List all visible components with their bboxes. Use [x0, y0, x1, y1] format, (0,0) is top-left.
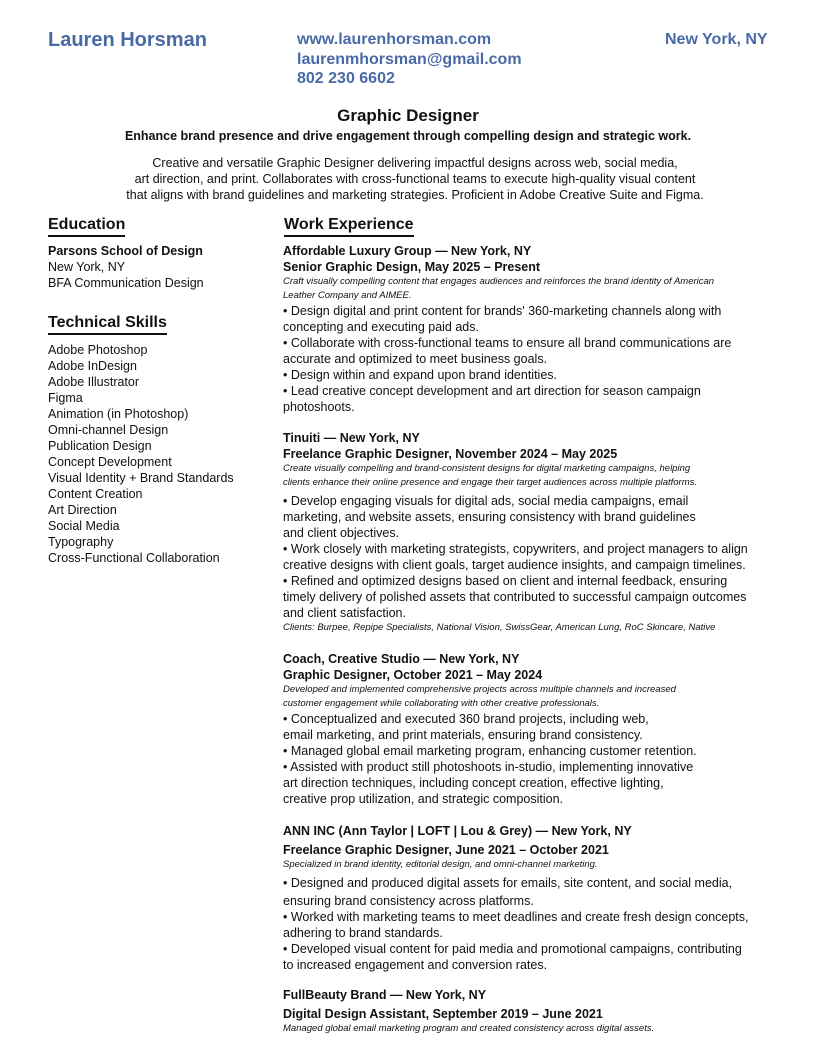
job-bullet-line: adhering to brand standards.: [283, 926, 443, 940]
job-description: Managed global email marketing program and created consistency across digital assets.: [283, 1023, 655, 1034]
job-entry: [283, 987, 793, 1036]
education-heading: Education: [48, 216, 125, 237]
job-description: Craft visually compelling content that engages audiences and reinforces the brand identity of American: [283, 276, 715, 287]
skill-item: Social Media: [48, 519, 120, 533]
job-role: Freelance Graphic Designer, June 2021 – October 2021: [283, 843, 609, 857]
summary-line: art direction, and print. Collaborates with cross-functional teams to execute high-quality visual content: [134, 172, 696, 186]
tagline: Enhance brand presence and drive engagement through compelling design and strategic work.: [124, 129, 692, 143]
job-title: Graphic Designer: [337, 106, 479, 125]
job-company: Affordable Luxury Group — New York, NY: [283, 244, 532, 258]
job-entry: [283, 243, 793, 415]
job-company: ANN INC (Ann Taylor | LOFT | Lou & Grey) — New York, NY: [283, 824, 632, 838]
job-entry: [283, 823, 793, 973]
contact-block: [297, 30, 522, 89]
job-bullet-line: • Work closely with marketing strategists, copywriters, and project managers to align: [283, 542, 748, 556]
job-company: Coach, Creative Studio — New York, NY: [283, 652, 520, 666]
job-bullet-line: • Assisted with product still photoshoots in-studio, implementing innovative: [283, 760, 694, 774]
website-link[interactable]: www.laurenhorsman.com: [297, 31, 492, 48]
skills-heading: Technical Skills: [48, 314, 167, 335]
skill-item: Adobe Illustrator: [48, 375, 140, 389]
job-description: Create visually compelling and brand-consistent designs for digital marketing campaigns, helping: [283, 463, 691, 474]
job-bullet-line: ensuring brand consistency across platforms.: [283, 894, 534, 908]
phone-number: 802 230 6602: [297, 70, 395, 87]
job-bullet-line: and client satisfaction.: [283, 606, 406, 620]
skill-item: Typography: [48, 535, 114, 549]
job-bullet-line: • Conceptualized and executed 360 brand projects, including web,: [283, 712, 649, 726]
job-bullet-line: concepting and executing paid ads.: [283, 320, 479, 334]
skill-item: Figma: [48, 391, 83, 405]
job-entry: [283, 651, 793, 807]
job-description: clients enhance their online presence and engage their target audiences across multiple platforms.: [283, 477, 698, 488]
skill-item: Adobe InDesign: [48, 359, 137, 373]
skill-item: Omni-channel Design: [48, 423, 169, 437]
job-bullet-line: timely delivery of polished assets that contributed to successful campaign outcomes: [283, 590, 747, 604]
job-bullet-line: email marketing, and print materials, ensuring brand consistency.: [283, 728, 643, 742]
skill-item: Visual Identity + Brand Standards: [48, 471, 234, 485]
job-bullet-line: and client objectives.: [283, 526, 400, 540]
job-company: Tinuiti — New York, NY: [283, 431, 420, 445]
job-bullet-line: • Design digital and print content for brands' 360-marketing channels along with: [283, 304, 722, 318]
job-bullet-line: • Worked with marketing teams to meet deadlines and create fresh design concepts,: [283, 910, 749, 924]
summary-line: that aligns with brand guidelines and marketing strategies. Proficient in Adobe Creative Suite and Figma.: [126, 188, 704, 202]
job-bullet-line: • Designed and produced digital assets for emails, site content, and social media,: [283, 876, 733, 890]
email-link[interactable]: laurenmhorsman@gmail.com: [297, 50, 522, 68]
job-bullet-line: • Develop engaging visuals for digital ads, social media campaigns, email: [283, 494, 689, 508]
skills-list: [48, 342, 234, 566]
candidate-name: Lauren Horsman: [48, 29, 207, 51]
job-bullet-line: art direction techniques, including concept creation, effective lighting,: [283, 776, 664, 790]
job-bullet-line: • Design within and expand upon brand identities.: [283, 368, 558, 382]
job-description: Specialized in brand identity, editorial design, and omni-channel marketing.: [283, 859, 598, 870]
job-bullet-line: accurate and optimized to meet business goals.: [283, 352, 548, 366]
job-bullet-line: • Developed visual content for paid media and promotional campaigns, contributing: [283, 942, 742, 956]
skill-item: Art Direction: [48, 503, 117, 517]
job-bullet-line: marketing, and website assets, ensuring consistency with brand guidelines: [283, 510, 696, 524]
summary: [90, 155, 740, 203]
job-role: Senior Graphic Design, May 2025 – Present: [283, 260, 541, 274]
job-role: Graphic Designer, October 2021 – May 2024: [283, 668, 543, 682]
skill-item: Adobe Photoshop: [48, 343, 148, 357]
job-entry: [283, 430, 793, 635]
skill-item: Cross-Functional Collaboration: [48, 551, 220, 565]
skill-item: Concept Development: [48, 455, 172, 469]
skill-item: Content Creation: [48, 487, 143, 501]
school-name: Parsons School of Design: [48, 244, 203, 258]
job-bullet-line: • Refined and optimized designs based on client and internal feedback, ensuring: [283, 574, 728, 588]
job-bullet-line: • Managed global email marketing program, enhancing customer retention.: [283, 744, 697, 758]
education-block: [48, 243, 204, 291]
skill-item: Animation (in Photoshop): [48, 407, 189, 421]
job-bullet-line: photoshoots.: [283, 400, 355, 414]
job-role: Digital Design Assistant, September 2019 – June 2021: [283, 1007, 603, 1021]
job-description: customer engagement while collaborating with other creative professionals.: [283, 698, 600, 709]
job-bullet-line: to increased engagement and conversion rates.: [283, 958, 548, 972]
school-location: New York, NY: [48, 260, 126, 274]
location: New York, NY: [665, 31, 768, 48]
job-description: Developed and implemented comprehensive projects across multiple channels and increased: [283, 684, 676, 695]
job-bullet-line: creative prop utilization, and strategic composition.: [283, 792, 564, 806]
job-bullet-line: creative designs with client goals, target audience insights, and campaign timelines.: [283, 558, 746, 572]
job-bullet-line: • Collaborate with cross-functional teams to ensure all brand communications are: [283, 336, 732, 350]
job-company: FullBeauty Brand — New York, NY: [283, 988, 487, 1002]
job-clients: Clients: Burpee, Repipe Specialists, National Vision, SwissGear, American Lung, RoC Skincare, Native: [283, 622, 716, 633]
job-role: Freelance Graphic Designer, November 2024 – May 2025: [283, 447, 618, 461]
experience-heading: Work Experience: [284, 216, 414, 237]
summary-line: Creative and versatile Graphic Designer delivering impactful designs across web, social media,: [152, 156, 678, 170]
job-description: Leather Company and AIMEE.: [283, 290, 412, 301]
job-bullet-line: • Lead creative concept development and art direction for season campaign: [283, 384, 701, 398]
skill-item: Publication Design: [48, 439, 152, 453]
degree: BFA Communication Design: [48, 276, 204, 290]
